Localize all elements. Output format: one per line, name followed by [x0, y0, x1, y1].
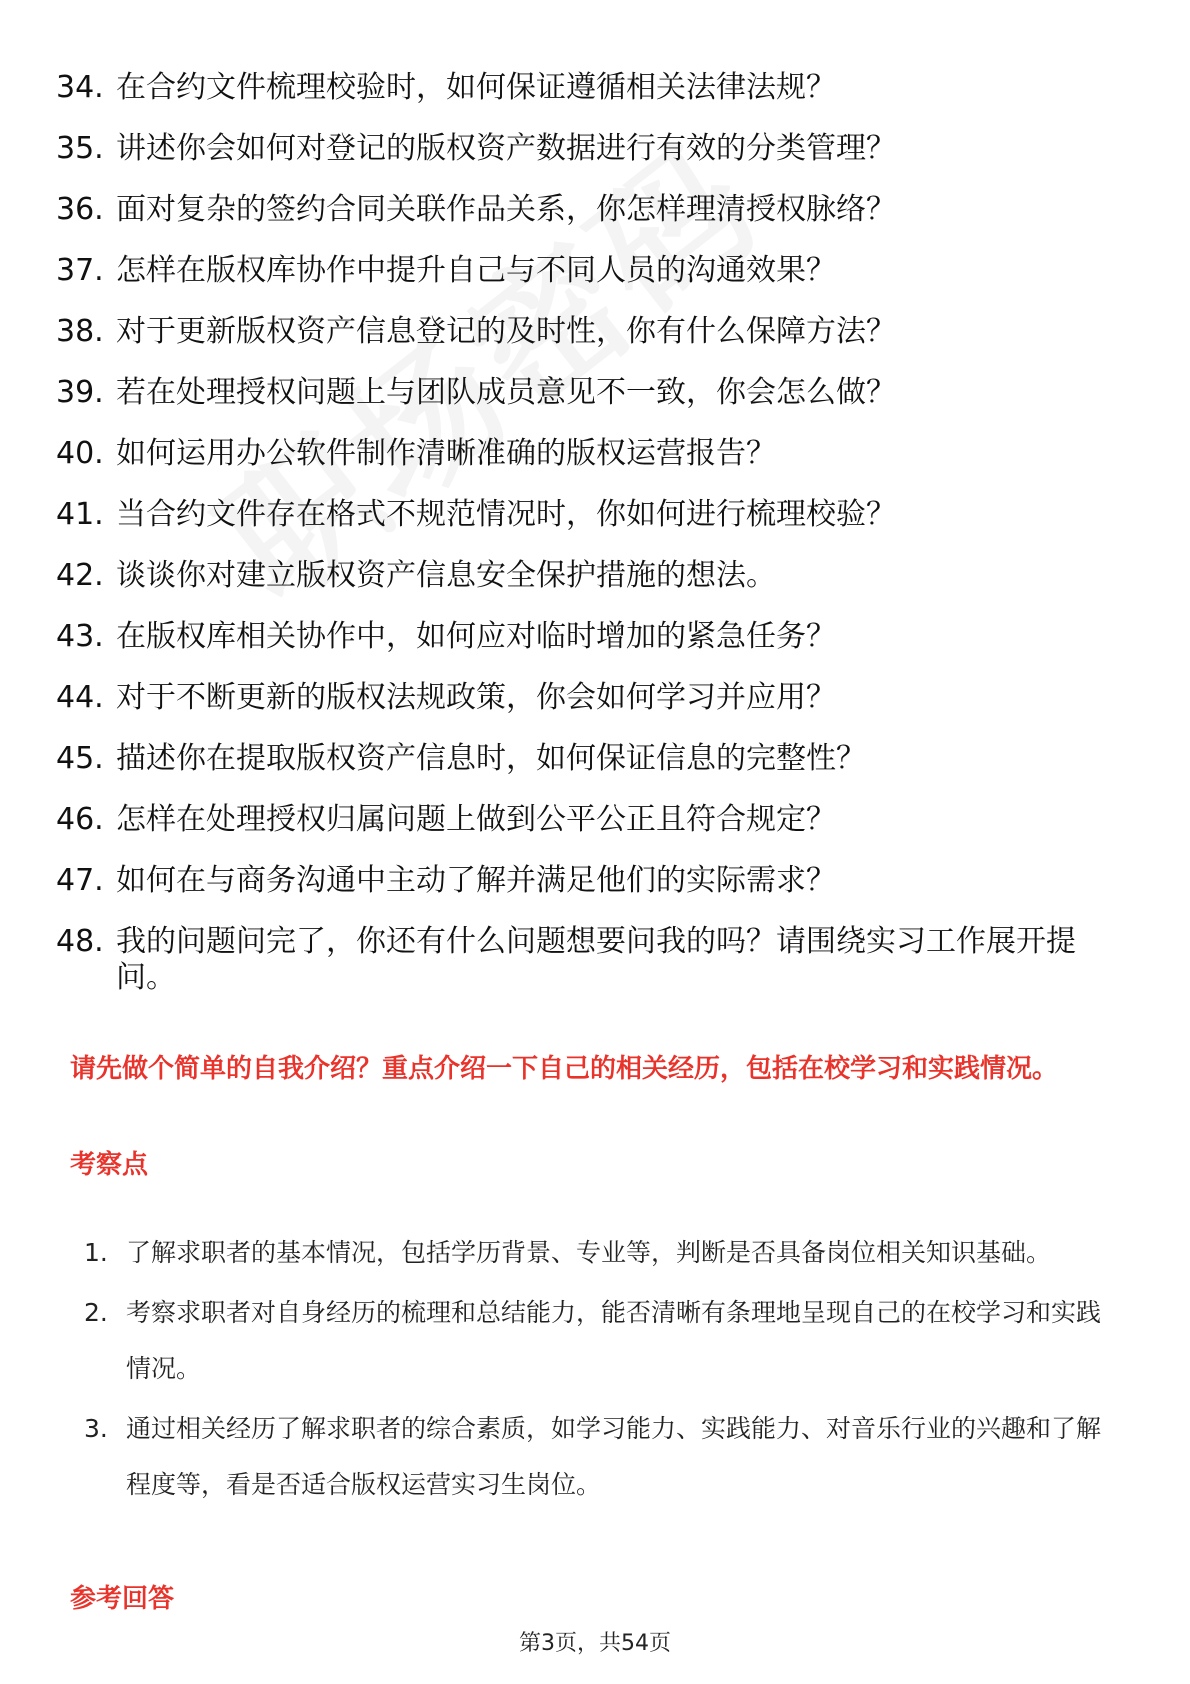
question-text: 怎样在处理授权归属问题上做到公平公正且符合规定？	[116, 802, 836, 837]
list-item	[56, 497, 1116, 533]
question-number: 40.	[56, 436, 104, 471]
list-item	[56, 314, 1116, 350]
question-number: 38.	[56, 314, 104, 349]
question-text: 谈谈你对建立版权资产信息安全保护措施的想法。	[116, 558, 776, 593]
question-number: 39.	[56, 375, 104, 410]
list-item	[56, 436, 1116, 472]
list-item	[56, 802, 1116, 838]
point-number: 3.	[84, 1414, 108, 1443]
question-text: 如何在与商务沟通中主动了解并满足他们的实际需求？	[116, 863, 836, 898]
section-title-kaocha: 考察点	[70, 1150, 149, 1180]
question-text: 在版权库相关协作中，如何应对临时增加的紧急任务？	[116, 619, 836, 654]
question-number: 43.	[56, 619, 104, 654]
question-text: 讲述你会如何对登记的版权资产数据进行有效的分类管理？	[116, 131, 896, 166]
point-text: 考察求职者对自身经历的梳理和总结能力，能否清晰有条理地呈现自己的在校学习和实践情况。	[126, 1298, 1102, 1383]
list-item	[56, 131, 1116, 167]
assessment-points	[84, 1225, 1114, 1517]
question-text: 若在处理授权问题上与团队成员意见不一致，你会怎么做？	[116, 375, 896, 410]
question-text: 对于更新版权资产信息登记的及时性，你有什么保障方法？	[116, 314, 896, 349]
question-list	[56, 70, 1116, 996]
list-item	[56, 253, 1116, 289]
list-item	[56, 375, 1116, 411]
question-number: 44.	[56, 680, 104, 715]
list-item	[56, 863, 1116, 899]
question-number: 41.	[56, 497, 104, 532]
point-text: 了解求职者的基本情况，包括学历背景、专业等，判断是否具备岗位相关知识基础。	[126, 1238, 1052, 1267]
question-text: 面对复杂的签约合同关联作品关系，你怎样理清授权脉络？	[116, 192, 896, 227]
list-item	[56, 70, 1116, 106]
question-text: 我的问题问完了，你还有什么问题想要问我的吗？请围绕实习工作展开提问。	[116, 924, 1076, 995]
list-item	[56, 680, 1116, 716]
question-text: 怎样在版权库协作中提升自己与不同人员的沟通效果？	[116, 253, 836, 288]
question-text: 对于不断更新的版权法规政策，你会如何学习并应用？	[116, 680, 836, 715]
point-text: 通过相关经历了解求职者的综合素质，如学习能力、实践能力、对音乐行业的兴趣和了解程度等，看是否适合版权运营实习生岗位。	[126, 1414, 1102, 1499]
question-number: 34.	[56, 70, 104, 105]
page-footer: 第3页，共54页	[519, 1631, 671, 1656]
list-item	[84, 1401, 1114, 1513]
point-number: 2.	[84, 1298, 108, 1327]
list-item	[56, 558, 1116, 594]
question-heading: 请先做个简单的自我介绍？重点介绍一下自己的相关经历，包括在校学习和实践情况。	[70, 1054, 1059, 1084]
list-item	[56, 741, 1116, 777]
list-item	[56, 924, 1116, 996]
question-text: 描述你在提取版权资产信息时，如何保证信息的完整性？	[116, 741, 866, 776]
list-item	[56, 192, 1116, 228]
question-number: 37.	[56, 253, 104, 288]
list-item	[84, 1285, 1114, 1397]
point-number: 1.	[84, 1238, 108, 1267]
question-number: 48.	[56, 924, 104, 959]
list-item	[56, 619, 1116, 655]
question-number: 36.	[56, 192, 104, 227]
question-text: 在合约文件梳理校验时，如何保证遵循相关法律法规？	[116, 70, 836, 105]
question-number: 46.	[56, 802, 104, 837]
section-title-cankao: 参考回答	[70, 1584, 175, 1614]
question-number: 42.	[56, 558, 104, 593]
question-text: 如何运用办公软件制作清晰准确的版权运营报告？	[116, 436, 776, 471]
list-item	[84, 1225, 1114, 1281]
question-number: 35.	[56, 131, 104, 166]
question-number: 45.	[56, 741, 104, 776]
question-number: 47.	[56, 863, 104, 898]
question-text: 当合约文件存在格式不规范情况时，你如何进行梳理校验？	[116, 497, 896, 532]
